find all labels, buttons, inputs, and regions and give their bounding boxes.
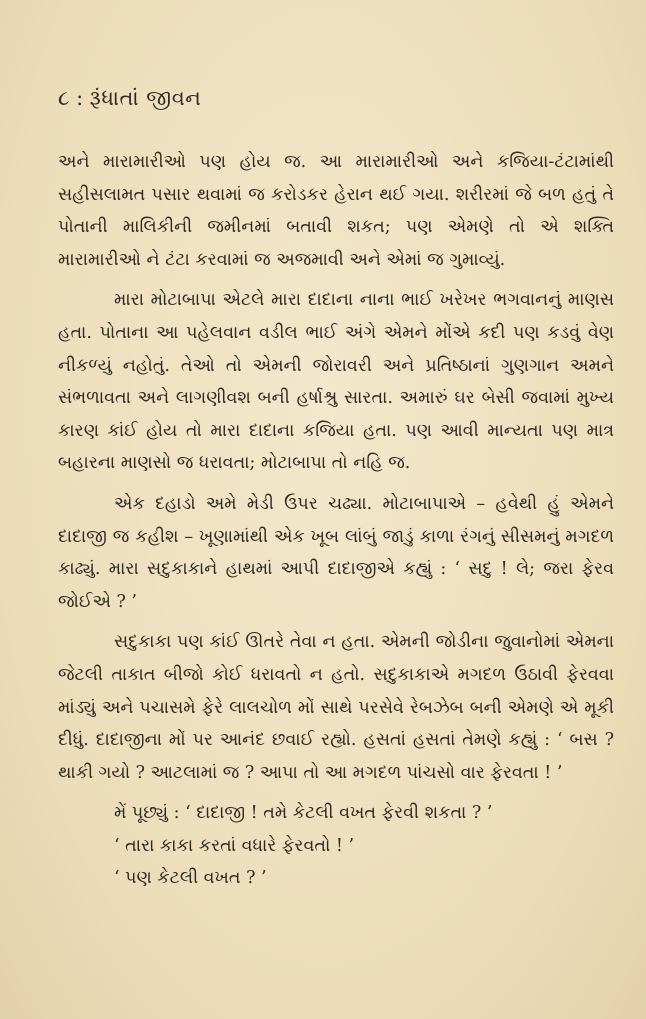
paragraph: અને મારામારીઓ પણ હોય જ. આ મારામારીઓ અને કજિયા-ટંટામાંથી સહીસલામત પસાર થવામાં જ કરોડકર હેરાન થઈ ગયા. શરીરમાં જે બળ હતું તે પોતાની માલિકીની જમીનમાં બતાવી શકત; પણ એમણે તો એ શક્તિ મારામારીઓ ને ટંટા કરવામાં જ અજમાવી અને એમાં જ ગુમાવ્યું. (58, 152, 614, 270)
body-text (58, 146, 614, 895)
dialogue-line: ‘ પણ કેટલી વખત ? ’ (114, 868, 267, 889)
dialogue-line: ‘ તારા કાકા કરતાં વધારે ફેરવતો ! ’ (114, 835, 355, 856)
paragraph: એક દહાડો અમે મેડી ઉપર ચઢ્યા. મોટાબાપાએ – હવેથી હું એમને દાદાજી જ કહીશ – ખૂણામાંથી એક ખૂબ લાંબું જાડું કાળા રંગનું સીસમનું મગદળ કાઢ્યું. મારા સદુકાકાને હાથમાં આપી દાદાજીએ કહ્યું : ‘ સદુ ! લે; જરા ફેરવ જોઈએ ? ’ (58, 493, 614, 612)
chapter-title: રૂંધાતાં જીવન (89, 86, 202, 110)
page-number: ૮ (58, 86, 71, 110)
header-separator: : (76, 86, 84, 110)
running-head (58, 86, 201, 111)
paragraph: મારા મોટાબાપા એટલે મારા દાદાના નાના ભાઈ ખરેખર ભગવાનનું માણસ હતા. પોતાના આ પહેલવાન વડીલ ભાઈ અંગે એમને મોંએ કદી પણ કડવું વેણ નીકળ્યું નહોતું. તેઓ તો એમની જોરાવરી અને પ્રતિષ્ઠાનાં ગુણગાન અમને સંભળાવતા અને લાગણીવશ બની હર્ષાશ્રુ સારતા. અમારું ઘર બેસી જવામાં મુખ્ય કારણ કાંઈ હોય તો મારા દાદાના કજિયા હતા. પણ આવી માન્યતા પણ માત્ર બહારના માણસો જ ધરાવતા; મોટાબાપા તો નહિ જ. (58, 290, 614, 474)
dialogue-line: મેં પૂછ્યું : ‘ દાદાજી ! તમે કેટલી વખત ફેરવી શકતા ? ’ (114, 803, 493, 824)
paragraph: સદુકાકા પણ કાંઈ ઊતરે તેવા ન હતા. એમની જોડીના જુવાનોમાં એમના જેટલી તાકાત બીજો કોઈ ધરાવતો ન હતો. સદુકાકાએ મગદળ ઉઠાવી ફેરવવા માંડ્યું અને પચાસમે ફેરે લાલચોળ મોં સાથે પરસેવે રેબઝેબ બની એમણે એ મૂકી દીધું. દાદાજીના મોં પર આનંદ છવાઈ રહ્યો. હસતાં હસતાં તેમણે કહ્યું : ‘ બસ ? થાકી ગયો ? આટલામાં જ ? આપા તો આ મગદળ પાંચસો વાર ફેરવતા ! ’ (58, 632, 614, 783)
